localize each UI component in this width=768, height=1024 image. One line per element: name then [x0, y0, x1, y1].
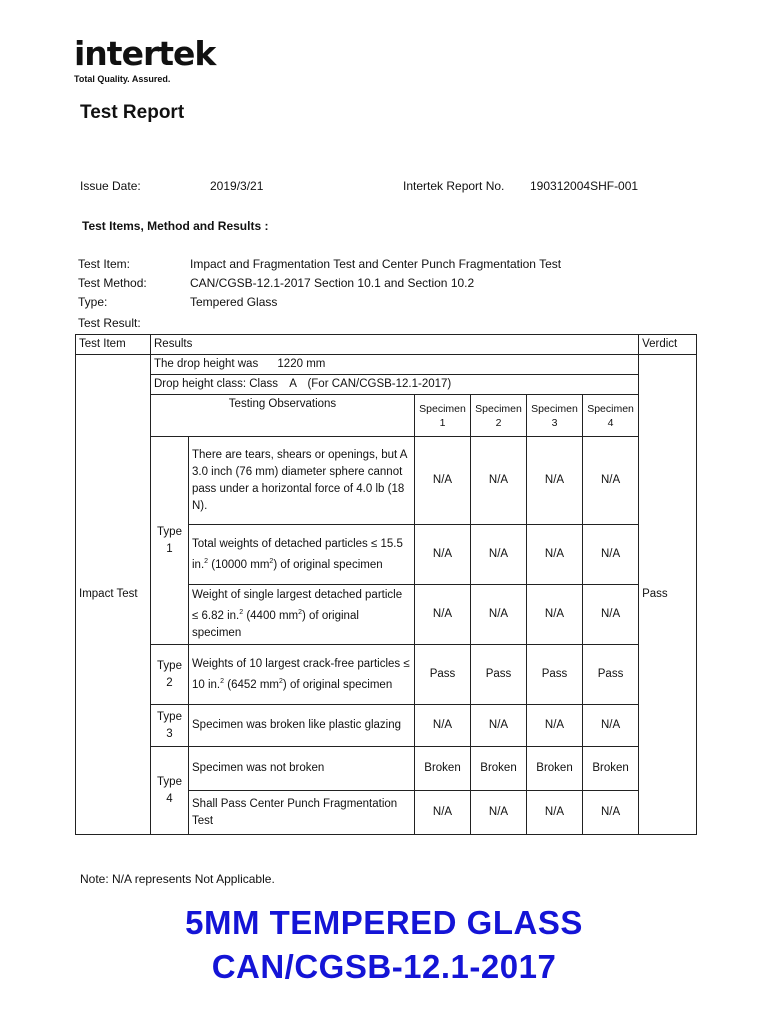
test-method-value: CAN/CGSB-12.1-2017 Section 10.1 and Section 10.2 — [190, 276, 475, 290]
test-method-label: Test Method: — [78, 276, 147, 290]
type-1-cell: Type 1 — [151, 437, 189, 645]
observation-text: Weights of 10 largest crack-free particles ≤ 10 in.$^2$ (6452 $mm^2$) of original specimen — [189, 645, 415, 705]
type-4-cell: Type 4 — [151, 747, 189, 835]
observation-text: Total weights of detached particles ≤ 15.5 in.$^2$ (10000 $mm^2$) of original specimen — [189, 525, 415, 585]
result-cell: Pass — [527, 645, 583, 705]
report-no-label: Intertek Report No. — [403, 179, 505, 193]
section-heading: Test Items, Method and Results : — [82, 219, 269, 233]
drop-class-value: A — [289, 378, 297, 390]
result-cell: N/A — [471, 791, 527, 835]
table-row — [76, 705, 697, 747]
result-cell: N/A — [415, 585, 471, 645]
table-row — [76, 437, 697, 525]
specimen-4-header: Specimen 4 — [583, 395, 639, 437]
impact-test-cell: Impact Test — [76, 355, 151, 835]
result-cell: N/A — [471, 525, 527, 585]
banner-line-2: CAN/CGSB-12.1-2017 — [211, 948, 557, 985]
results-table — [75, 334, 697, 835]
testing-observations-header: Testing Observations — [151, 395, 415, 437]
logo-wordmark: intertek — [74, 34, 216, 73]
intertek-logo — [74, 36, 215, 84]
drop-class-text: Drop height class: Class — [154, 378, 278, 390]
result-cell: N/A — [527, 437, 583, 525]
verdict-cell: Pass — [639, 355, 697, 835]
result-cell: Broken — [583, 747, 639, 791]
specimen-2-header: Specimen 2 — [471, 395, 527, 437]
result-cell: N/A — [471, 437, 527, 525]
table-row — [76, 395, 697, 437]
page-title: Test Report — [80, 102, 185, 123]
result-cell: Pass — [471, 645, 527, 705]
issue-date-label: Issue Date: — [80, 179, 141, 193]
result-cell: N/A — [527, 705, 583, 747]
result-cell: Broken — [471, 747, 527, 791]
observation-text: Specimen was not broken — [189, 747, 415, 791]
result-cell: N/A — [583, 437, 639, 525]
result-cell: Pass — [583, 645, 639, 705]
result-cell: N/A — [583, 525, 639, 585]
observation-text: There are tears, shears or openings, but A 3.0 inch (76 mm) diameter sphere cannot pass under a horizontal force of 4.0 lb (18 N). — [189, 437, 415, 525]
test-result-label: Test Result: — [78, 316, 141, 330]
table-row — [76, 645, 697, 705]
observation-text: Specimen was broken like plastic glazing — [189, 705, 415, 747]
result-cell: Broken — [527, 747, 583, 791]
result-cell: N/A — [583, 585, 639, 645]
drop-height-unit: mm — [306, 358, 326, 370]
table-row — [76, 355, 697, 375]
drop-class-cell — [151, 375, 639, 395]
table-row — [76, 375, 697, 395]
type-value: Tempered Glass — [190, 295, 278, 309]
report-no-value: 190312004SHF-001 — [530, 179, 639, 193]
result-cell: N/A — [583, 791, 639, 835]
test-item-value: Impact and Fragmentation Test and Center Punch Fragmentation Test — [190, 257, 562, 271]
result-cell: N/A — [527, 525, 583, 585]
type-label: Type: — [78, 295, 108, 309]
drop-class-ref: (For CAN/CGSB-12.1-2017) — [307, 378, 452, 390]
result-cell: N/A — [415, 705, 471, 747]
table-row — [76, 747, 697, 791]
type-3-cell: Type 3 — [151, 705, 189, 747]
test-item-label: Test Item: — [78, 257, 131, 271]
result-cell: N/A — [471, 705, 527, 747]
issue-date-value: 2019/3/21 — [210, 179, 264, 193]
drop-height-text: The drop height was — [154, 358, 259, 370]
result-cell: N/A — [583, 705, 639, 747]
note-text: Note: N/A represents Not Applicable. — [80, 872, 275, 886]
logo-tagline: Total Quality. Assured. — [74, 74, 171, 84]
drop-height-cell — [151, 355, 639, 375]
specimen-3-header: Specimen 3 — [527, 395, 583, 437]
drop-height-value: 1220 — [277, 358, 303, 370]
table-header-row — [76, 335, 697, 355]
result-cell: N/A — [415, 791, 471, 835]
banner-line-1: 5MM TEMPERED GLASS — [185, 904, 583, 941]
type-2-cell: Type 2 — [151, 645, 189, 705]
result-cell: Pass — [415, 645, 471, 705]
specimen-1-header: Specimen 1 — [415, 395, 471, 437]
observation-text: Shall Pass Center Punch Fragmentation Test — [189, 791, 415, 835]
header-results: Results — [151, 335, 639, 355]
header-test-item: Test Item — [76, 335, 151, 355]
result-cell: N/A — [471, 585, 527, 645]
result-cell: N/A — [415, 437, 471, 525]
result-cell: N/A — [527, 585, 583, 645]
result-cell: N/A — [415, 525, 471, 585]
result-cell: Broken — [415, 747, 471, 791]
observation-text: Weight of single largest detached particle ≤ 6.82 in.$^2$ (4400 $mm^2$) of original specimen — [189, 585, 415, 645]
result-cell: N/A — [527, 791, 583, 835]
header-verdict: Verdict — [639, 335, 697, 355]
